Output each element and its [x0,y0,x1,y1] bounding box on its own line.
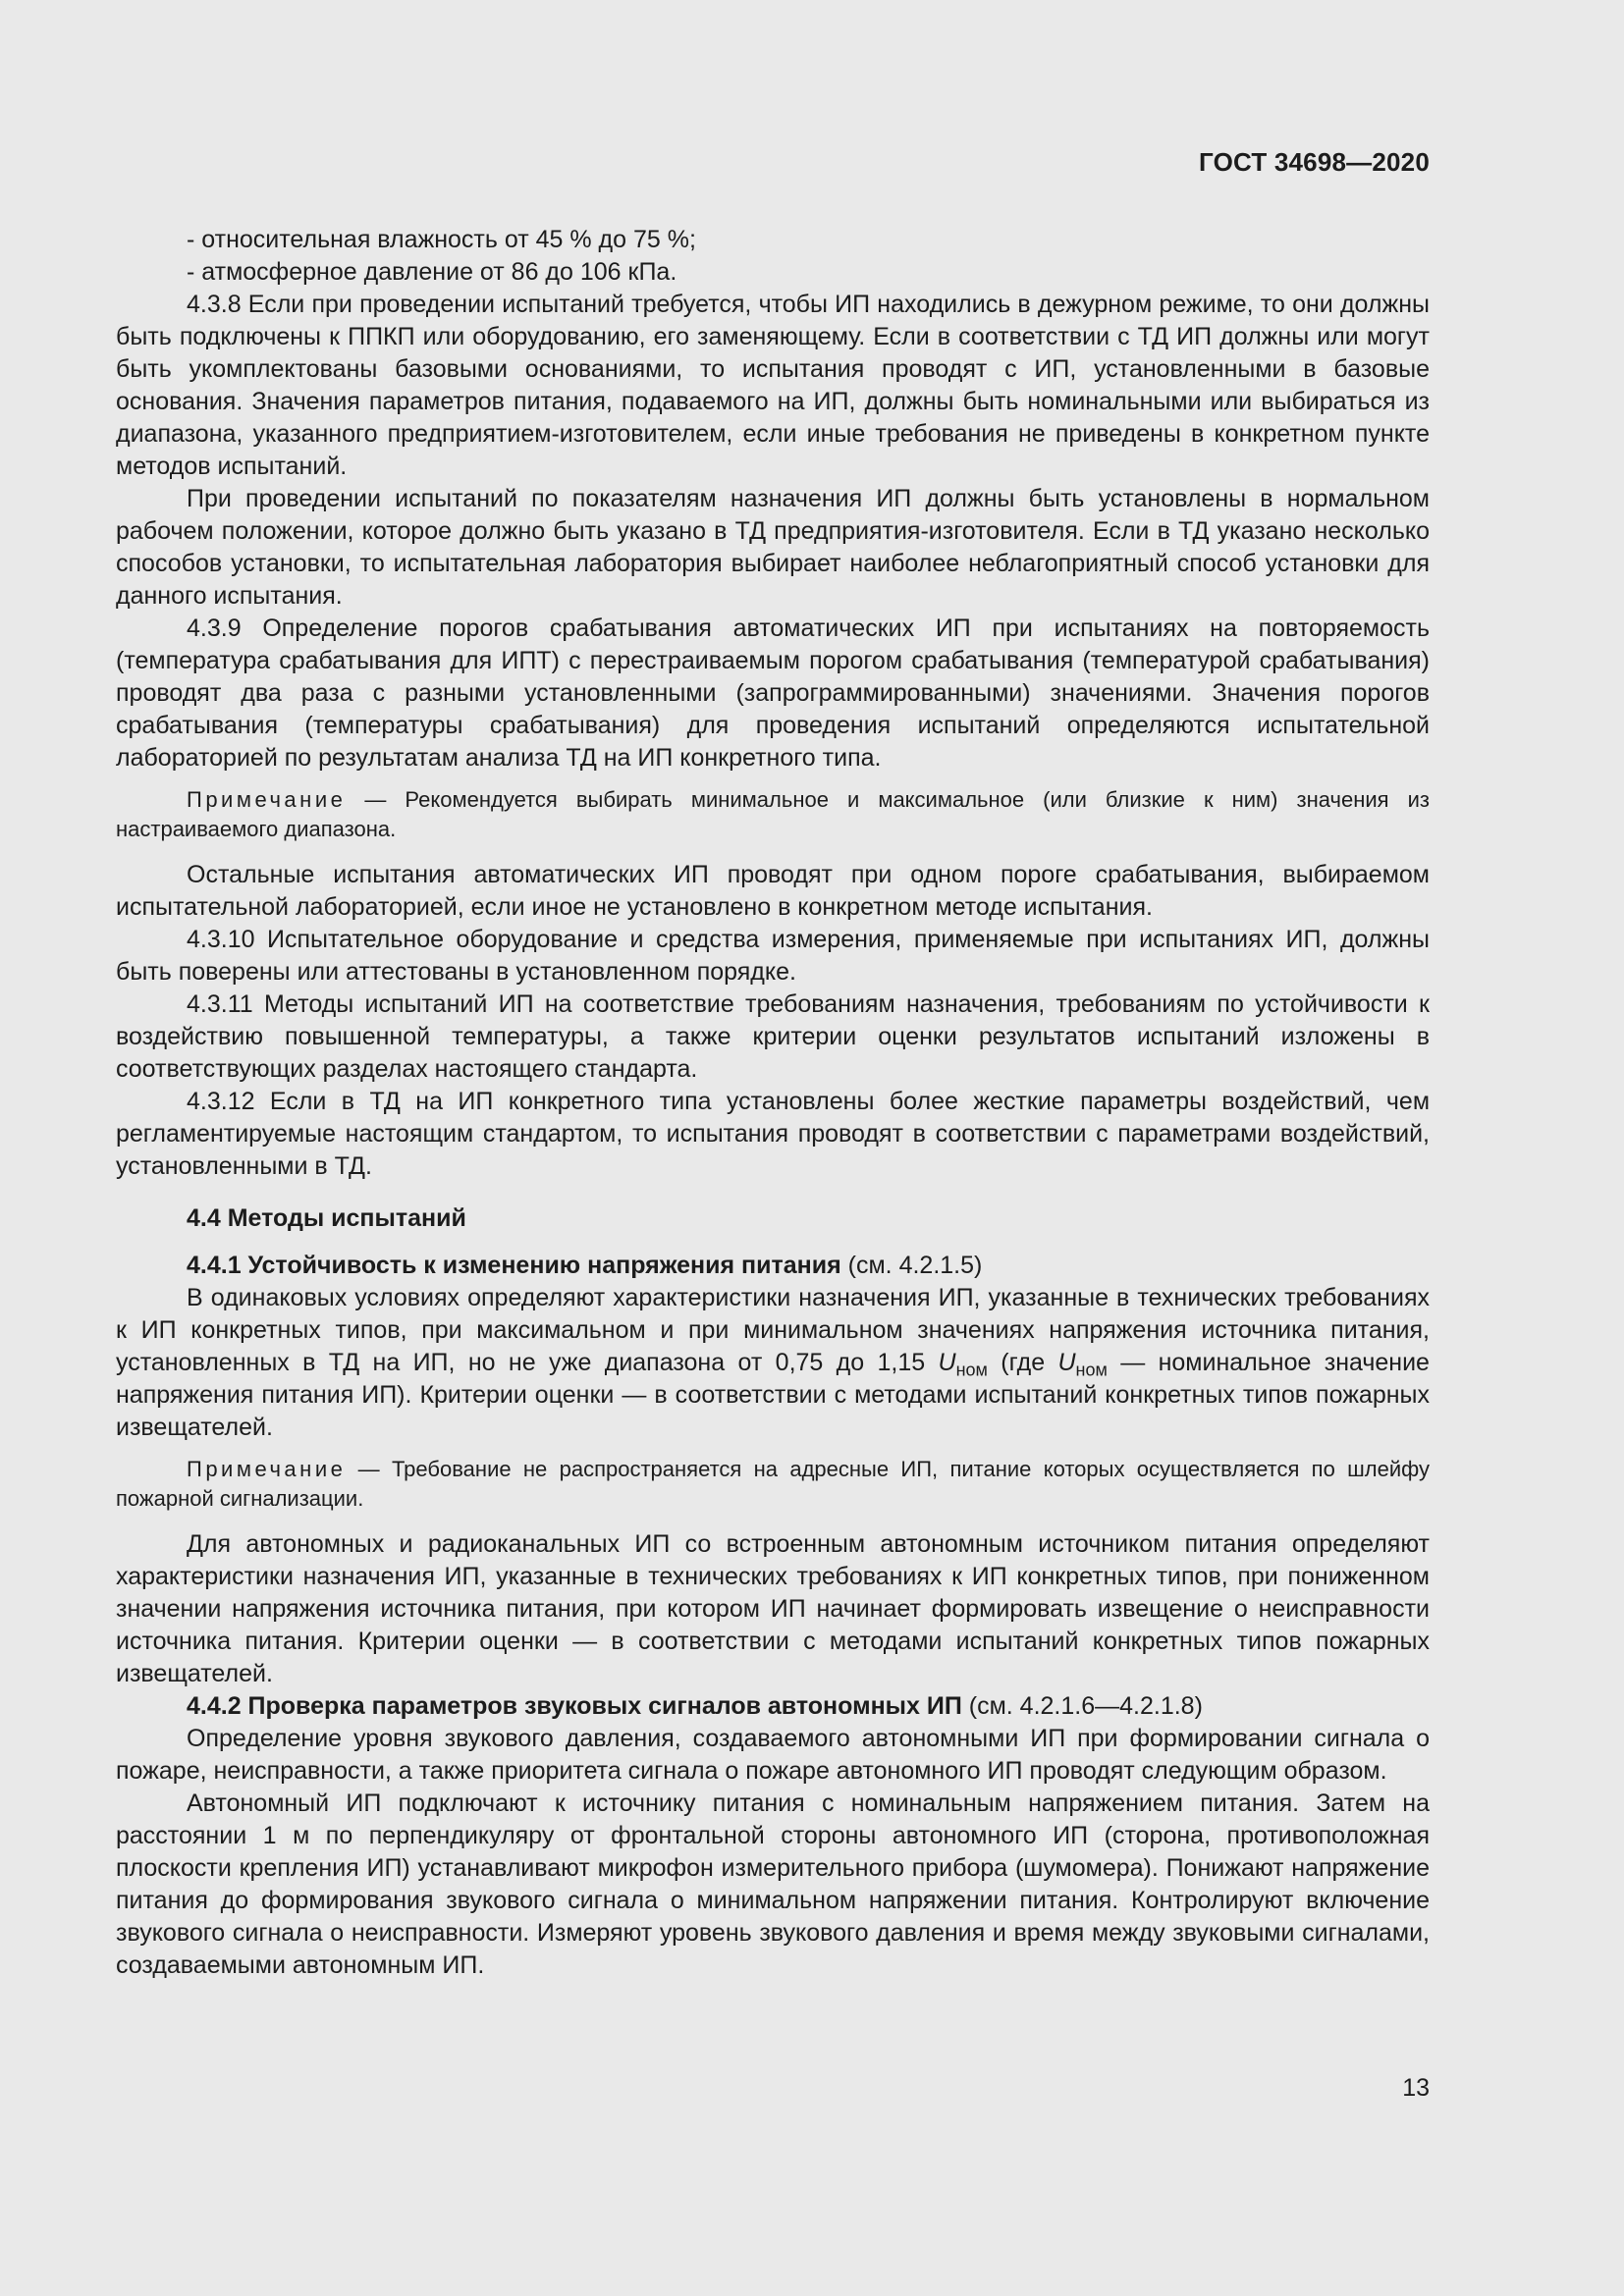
paragraph-4-4-2-a: Определение уровня звукового давления, создаваемого автономными ИП при формировании сигнала о пожаре, неисправности, а также приоритета сигнала о пожаре автономного ИП проводят следующим образом. [116,1725,1430,1785]
paragraph-4-4-1-cont: Для автономных и радиоканальных ИП со встроенным автономным источником питания определяют характеристики назначения ИП, указанные в технических требованиях к ИП конкретных типов, при пониженном значении напряжения источника питания, при котором ИП начинает формировать извещение о неисправности источника питания. Критерии оценки — в соответствии с методами испытаний конкретных типов пожарных извещателей. [116,1530,1430,1687]
paragraph-4-3-8-cont: При проведении испытаний по показателям назначения ИП должны быть установлены в нормальном рабочем положении, которое должно быть указано в ТД предприятия-изготовителя. Если в ТД указано несколько способов установки, то испытательная лаборатория выбирает наиболее неблагоприятный способ установки для данного испытания. [116,485,1430,610]
section-heading-4-4: 4.4 Методы испытаний [187,1204,466,1232]
note-text: — Рекомендуется выбирать минимальное и максимальное (или близкие к ним) значения из настраиваемого диапазона. [116,787,1430,841]
paragraph-4-3-11: 4.3.11 Методы испытаний ИП на соответствие требованиям назначения, требованиям по устойчивости к воздействию повышенной температуры, а также критерии оценки результатов испытаний изложены в соответствующих разделах настоящего стандарта. [116,990,1430,1083]
note-text: — Требование не распространяется на адресные ИП, питание которых осуществляется по шлейфу пожарной сигнализации. [116,1457,1430,1511]
note-1 [116,785,1430,844]
note-label: Примечание [187,787,347,812]
subsection-title: 4.4.1 Устойчивость к изменению напряжения питания [187,1252,841,1279]
paragraph-4-3-10: 4.3.10 Испытательное оборудование и средства измерения, применяемые при испытаниях ИП, должны быть поверены или аттестованы в установленном порядке. [116,926,1430,986]
standard-header: ГОСТ 34698—2020 [1199,147,1430,177]
note-2 [116,1455,1430,1514]
paragraph-4-4-2-b: Автономный ИП подключают к источнику питания с номинальным напряжением питания. Затем на расстоянии 1 м по перпендикуляру от фронтальной стороны автономного ИП (сторона, противоположная плоскости крепления ИП) устанавливают микрофон измерительного прибора (шумомера). Понижают напряжение питания до формирования звукового сигнала о минимальном напряжении питания. Контролируют включение звукового сигнала о неисправности. Измеряют уровень звукового давления и время между звуковыми сигналами, создаваемыми автономным ИП. [116,1789,1430,1979]
document-body [116,224,1430,1982]
paragraph-4-4-1 [116,1282,1430,1444]
text-run: — номинальное значение напряжения питания ИП). Критерии оценки — в соответствии с методами испытаний конкретных типов пожарных извещателей. [116,1349,1430,1441]
paragraph-4-3-12: 4.3.12 Если в ТД на ИП конкретного типа установлены более жесткие параметры воздействий, чем регламентируемые настоящим стандартом, то испытания проводят в соответствии с параметрами воздействий, установленными в ТД. [116,1088,1430,1180]
list-item: - относительная влажность от 45 % до 75 %; [187,226,696,253]
list-item: - атмосферное давление от 86 до 106 кПа. [187,258,677,286]
subsection-ref: (см. 4.2.1.5) [840,1252,983,1279]
subscript-nom: ном [1075,1360,1108,1380]
symbol-u: U [938,1349,956,1376]
text-run: В одинаковых условиях определяют характеристики назначения ИП, указанные в технических требованиях к ИП конкретных типов, при максимальном и при минимальном значениях напряжения источника питания, установленных в ТД на ИП, но не уже диапазона от 0,75 до 1,15 [116,1284,1430,1376]
subsection-title: 4.4.2 Проверка параметров звуковых сигналов автономных ИП [187,1692,962,1720]
paragraph-4-3-9: 4.3.9 Определение порогов срабатывания автоматических ИП при испытаниях на повторяемость (температура срабатывания для ИПТ) с перестраиваемым порогом срабатывания (температурой срабатывания) проводят два раза с разными установленными (запрограммированными) значениями. Значения порогов срабатывания (температуры срабатывания) для проведения испытаний определяются испытательной лабораторией по результатам анализа ТД на ИП конкретного типа. [116,614,1430,772]
subscript-nom: ном [955,1360,988,1380]
text-run: (где [987,1349,1058,1376]
subsection-heading-4-4-2 [116,1690,1430,1723]
subsection-ref: (см. 4.2.1.6—4.2.1.8) [961,1692,1203,1720]
note-label: Примечание [187,1457,347,1481]
page-number: 13 [1402,2074,1430,2102]
paragraph-4-3-9-cont: Остальные испытания автоматических ИП проводят при одном пороге срабатывания, выбираемом испытательной лабораторией, если иное не установлено в конкретном методе испытания. [116,861,1430,921]
subsection-heading-4-4-1 [116,1250,1430,1282]
symbol-u: U [1057,1349,1076,1376]
paragraph-4-3-8: 4.3.8 Если при проведении испытаний требуется, чтобы ИП находились в дежурном режиме, то они должны быть подключены к ППКП или оборудованию, его заменяющему. Если в соответствии с ТД ИП должны или могут быть укомплектованы базовыми основаниями, то испытания проводят с ИП, установленными в базовые основания. Значения параметров питания, подаваемого на ИП, должны быть номинальными или выбираться из диапазона, указанного предприятием-изготовителем, если иные требования не приведены в конкретном пункте методов испытаний. [116,291,1430,480]
